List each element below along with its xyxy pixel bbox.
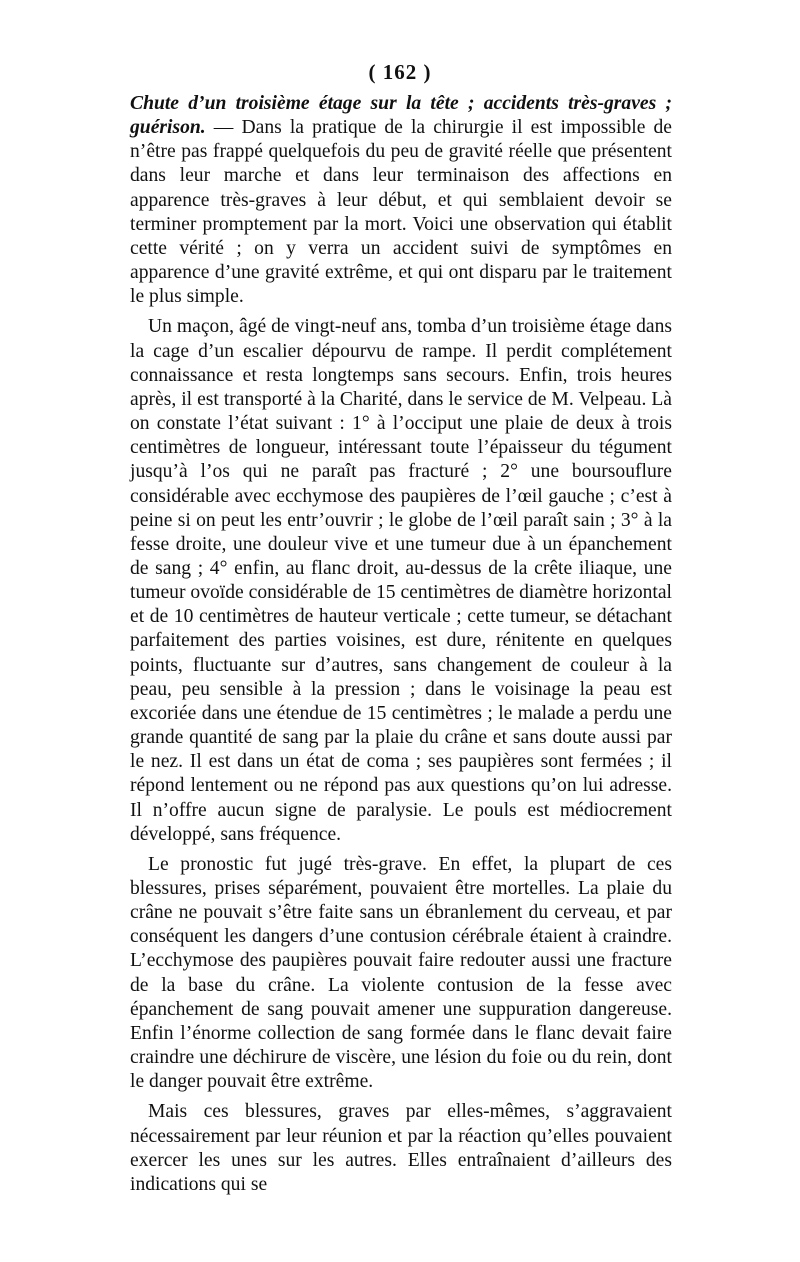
intro-text: — Dans la pratique de la chirurgie il est impossible de n’être pas frappé quelquefois du peu de gravité réelle que présentent dans leur marche et dans leur terminaison des affections en apparence très-graves à leur début, et qui semblaient devoir se terminer promptement par la mort. Voici une observation qui établit cette vérité ; on y verra un accident suivi de symptômes en apparence d’une gravité extrême, et qui ont disparu par le traitement le plus simple. [130, 117, 672, 308]
page-number: ( 162 ) [368, 60, 432, 84]
section-heading: Chute d’un troisième étage sur la tête ; accidents très-graves ; guérison. [130, 93, 672, 139]
paragraph: Mais ces blessures, graves par elles-mêmes, s’aggravaient nécessairement par leur réunion et par la réaction qu’elles pouvaient exercer les unes sur les autres. Elles entraînaient d’ailleurs des indications qui se [130, 1101, 672, 1195]
paragraph: Un maçon, âgé de vingt-neuf ans, tomba d’un troisième étage dans la cage d’un escalier dépourvu de rampe. Il perdit complétement connaissance et resta longtemps sans secours. Enfin, trois heures après, il est transporté à la Charité, dans le service de M. Velpeau. Là on constate l’état suivant : 1° à l’occiput une plaie de deux à trois centimètres de longueur, intéressant toute l’épaisseur du tégument jusqu’à l’os qui ne paraît pas fracturé ; 2° une boursouflure considérable avec ecchymose des paupières de l’œil gauche ; c’est à peine si on peut les entr’ouvrir ; le globe de l’œil paraît sain ; 3° à la fesse droite, une douleur vive et une tumeur due à un épanchement de sang ; 4° enfin, au flanc droit, au-dessus de la crête iliaque, une tumeur ovoïde considérable de 15 centimètres de diamètre horizontal et de 10 centimètres de hauteur verticale ; cette tumeur, se détachant parfaitement des parties voisines, est dure, rénitente en quelques points, fluctuante sur d’autres, sans changement de couleur à la peau, peu sensible à la pression ; dans le voisinage la peau est excoriée dans une étendue de 15 centimètres ; le malade a perdu une grande quantité de sang par la plaie du crâne et sans doute aussi par le nez. Il est dans un état de coma ; ses paupières sont fermées ; il répond lentement ou ne répond pas aux questions qu’on lui adresse. Il n’offre aucun signe de paralysie. Le pouls est médiocrement développé, sans fréquence. [130, 316, 672, 845]
paragraph-intro [130, 92, 672, 309]
body-text [130, 92, 672, 1203]
paragraph: Le pronostic fut jugé très-grave. En effet, la plupart de ces blessures, prises séparément, pouvaient être mortelles. La plaie du crâne ne pouvait s’être faite sans un ébranlement du cerveau, et par conséquent les dangers d’une contusion cérébrale étaient à craindre. L’ecchymose des paupières pouvait faire redouter aussi une fracture de la base du crâne. La violente contusion de la fesse avec épanchement de sang pouvait amener une suppuration dangereuse. Enfin l’énorme collection de sang formée dans le flanc devait faire craindre une déchirure de viscère, une lésion du foie ou du rein, dont le danger pouvait être extrême. [130, 853, 672, 1093]
